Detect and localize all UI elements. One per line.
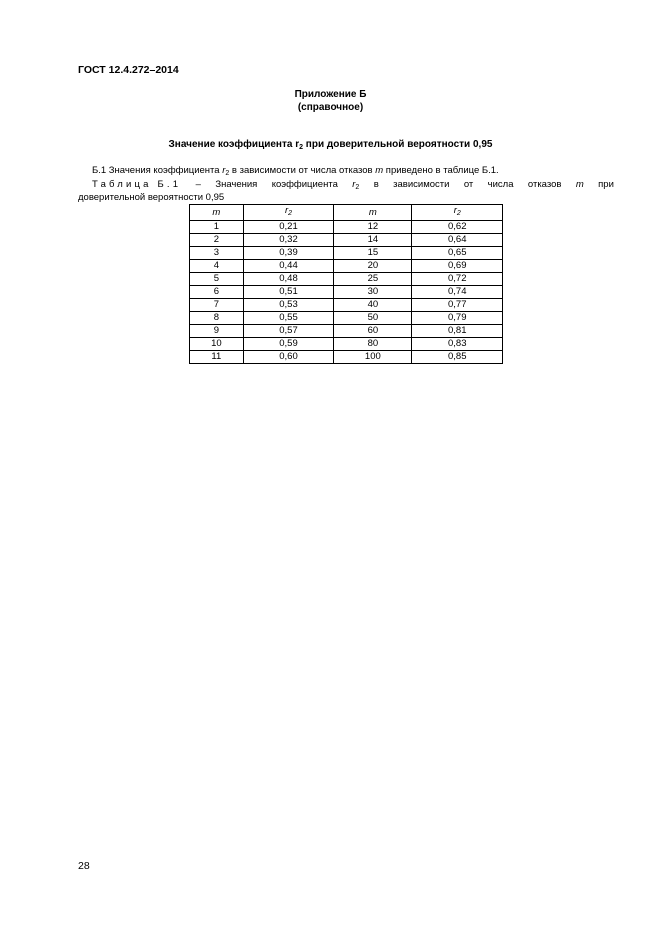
table-cell: 0,64 [412, 234, 503, 247]
paragraph-text: Б.1 Значения коэффициента [92, 165, 223, 176]
table-cell: 20 [334, 260, 412, 273]
table-caption-word: зависимости [393, 179, 450, 190]
section-title-text-end: при доверительной вероятности 0,95 [303, 139, 493, 150]
table-cell: 1 [190, 221, 244, 234]
table-cell: 0,65 [412, 247, 503, 260]
table-cell: 0,59 [243, 338, 334, 351]
table-cell: 0,53 [243, 299, 334, 312]
table-caption-label: Таблица Б.1 [92, 179, 182, 190]
body-paragraph [92, 165, 499, 177]
table-caption-word: в [373, 179, 379, 190]
table-row [190, 221, 503, 234]
table-cell: 25 [334, 273, 412, 286]
table-cell: 0,69 [412, 260, 503, 273]
table-caption-word: Значения [215, 179, 258, 190]
table-row [190, 234, 503, 247]
caption-variable-r: r [352, 179, 356, 190]
table-caption-word: числа [487, 179, 514, 190]
table-cell: 0,85 [412, 351, 503, 364]
appendix-title: Приложение Б [294, 89, 367, 100]
standard-header: ГОСТ 12.4.272–2014 [78, 64, 179, 76]
header-cell-r2: $r_2$ [412, 205, 503, 221]
table-cell: 0,60 [243, 351, 334, 364]
table-cell: 0,57 [243, 325, 334, 338]
table-caption-word: коэффициента [271, 179, 338, 190]
caption-subscript: 2 [355, 184, 360, 191]
table-row [190, 312, 503, 325]
paragraph-variable-m: m [375, 165, 384, 176]
section-title [0, 139, 661, 151]
table-cell: 11 [190, 351, 244, 364]
table-cell: 0,72 [412, 273, 503, 286]
caption-variable-m: m [575, 179, 584, 190]
table-cell: 0,39 [243, 247, 334, 260]
table-row [190, 273, 503, 286]
table-cell: 0,44 [243, 260, 334, 273]
paragraph-text-end: приведено в таблице Б.1. [383, 165, 499, 176]
table-cell: 100 [334, 351, 412, 364]
section-title-subscript: 2 [299, 144, 304, 151]
coefficient-table [189, 204, 503, 364]
table-cell: 12 [334, 221, 412, 234]
table-cell: 60 [334, 325, 412, 338]
table-caption-word: от [463, 179, 474, 190]
page-number: 28 [78, 860, 90, 872]
table-cell: 10 [190, 338, 244, 351]
table-row [190, 351, 503, 364]
table-cell: 8 [190, 312, 244, 325]
table-cell: 0,62 [412, 221, 503, 234]
paragraph-text-middle: в зависимости от числа отказов [229, 165, 376, 176]
table-row [190, 286, 503, 299]
table-row [190, 260, 503, 273]
table-row [190, 247, 503, 260]
table-caption-word: отказов [527, 179, 562, 190]
table-cell: 0,21 [243, 221, 334, 234]
table-cell: 0,79 [412, 312, 503, 325]
table-cell: 2 [190, 234, 244, 247]
table-cell: 0,55 [243, 312, 334, 325]
table-cell: 3 [190, 247, 244, 260]
table-cell: 80 [334, 338, 412, 351]
appendix-subtitle: (справочное) [297, 102, 364, 113]
header-cell-m: m [334, 205, 412, 221]
table-cell: 14 [334, 234, 412, 247]
table-body [190, 221, 503, 364]
table-caption [92, 179, 614, 191]
table-cell: 9 [190, 325, 244, 338]
table-header-row [190, 205, 503, 221]
table-row [190, 338, 503, 351]
table-cell: 7 [190, 299, 244, 312]
table-caption-continuation: доверительной вероятности 0,95 [78, 192, 225, 203]
table-cell: 5 [190, 273, 244, 286]
header-cell-m: m [190, 205, 244, 221]
header-cell-r2: $r_2$ [243, 205, 334, 221]
paragraph-subscript: 2 [225, 170, 230, 177]
table-cell: 6 [190, 286, 244, 299]
table-cell: 0,48 [243, 273, 334, 286]
section-title-text: Значение коэффициента r [168, 139, 300, 150]
table-caption-variable [352, 179, 359, 191]
table-cell: 0,81 [412, 325, 503, 338]
paragraph-variable-r: r [222, 165, 226, 176]
table-cell: 0,77 [412, 299, 503, 312]
table-row [190, 325, 503, 338]
table-cell: 50 [334, 312, 412, 325]
table-caption-word: при [598, 179, 614, 190]
table-cell: 30 [334, 286, 412, 299]
table-cell: 0,74 [412, 286, 503, 299]
table-cell: 0,32 [243, 234, 334, 247]
table-cell: 4 [190, 260, 244, 273]
table-cell: 15 [334, 247, 412, 260]
table-cell: 0,51 [243, 286, 334, 299]
table-row [190, 299, 503, 312]
table-cell: 40 [334, 299, 412, 312]
table-caption-dash: – [195, 179, 201, 190]
table-cell: 0,83 [412, 338, 503, 351]
